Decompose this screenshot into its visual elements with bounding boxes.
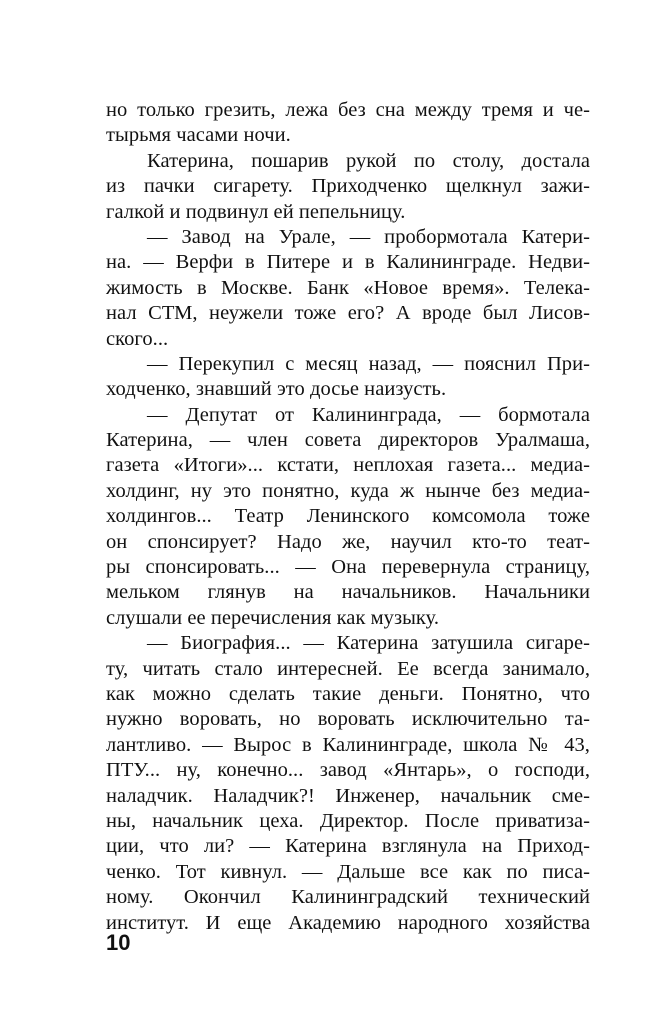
text-line: из пачки сигарету. Приходченко щелкнул зажи-: [106, 175, 590, 198]
text-line: ского...: [106, 327, 169, 350]
text-line: слушали ее перечисления как музыку.: [106, 606, 440, 629]
body-text: [106, 98, 590, 936]
text-line: он спонсирует? Надо же, научил кто-то теат-: [106, 530, 590, 553]
text-line: холдинг, ну это понятно, куда ж нынче без медиа-: [106, 479, 590, 502]
text-line: — Завод на Урале, — пробормотала Катери-: [147, 225, 590, 248]
text-line: на. — Верфи в Питере и в Калининграде. Недви-: [106, 251, 590, 274]
text-line: мельком глянув на начальников. Начальники: [106, 581, 590, 604]
text-line: холдингов... Театр Ленинского комсомола тоже: [106, 505, 590, 528]
text-line: ции, что ли? — Катерина взглянула на Приход-: [106, 835, 590, 858]
text-line: нал СТМ, неужели тоже его? А вроде был Лисов-: [106, 302, 590, 325]
text-line: — Биография... — Катерина затушила сигаре-: [147, 632, 590, 655]
text-line: жимость в Москве. Банк «Новое время». Телека-: [106, 276, 590, 299]
text-line: Катерина, — член совета директоров Уралмаша,: [106, 429, 590, 452]
text-line: — Депутат от Калининграда, — бормотала: [147, 403, 590, 426]
text-line: Катерина, пошарив рукой по столу, достала: [147, 149, 590, 172]
page-number: 10: [106, 930, 131, 955]
text-line: ту, читать стало интересней. Ее всегда занимало,: [106, 657, 590, 680]
text-line: нужно воровать, но воровать исключительно та-: [106, 708, 590, 731]
text-line: наладчик. Наладчик?! Инженер, начальник сме-: [106, 784, 590, 807]
text-line: ны, начальник цеха. Директор. После приватиза-: [106, 809, 590, 832]
text-line: лантливо. — Вырос в Калининграде, школа № 43,: [106, 733, 590, 756]
text-line: галкой и подвинул ей пепельницу.: [106, 200, 406, 223]
text-line: как можно сделать такие деньги. Понятно, что: [106, 682, 590, 705]
text-line: тырьмя часами ночи.: [106, 124, 291, 147]
text-line: — Перекупил с месяц назад, — пояснил При-: [147, 352, 590, 375]
text-line: ры спонсировать... — Она перевернула страницу,: [106, 556, 590, 579]
text-line: институт. И еще Академию народного хозяйства: [106, 911, 590, 934]
text-line: ченко. Тот кивнул. — Дальше все как по писа-: [106, 860, 590, 883]
text-line: ходченко, знавший это досье наизусть.: [106, 378, 447, 401]
text-line: ному. Окончил Калининградский технический: [106, 886, 590, 909]
text-line: газета «Итоги»... кстати, неплохая газета... медиа-: [106, 454, 590, 477]
text-line: ПТУ... ну, конечно... завод «Янтарь», о господи,: [106, 759, 590, 782]
text-line: но только грезить, лежа без сна между тремя и че-: [106, 99, 590, 121]
